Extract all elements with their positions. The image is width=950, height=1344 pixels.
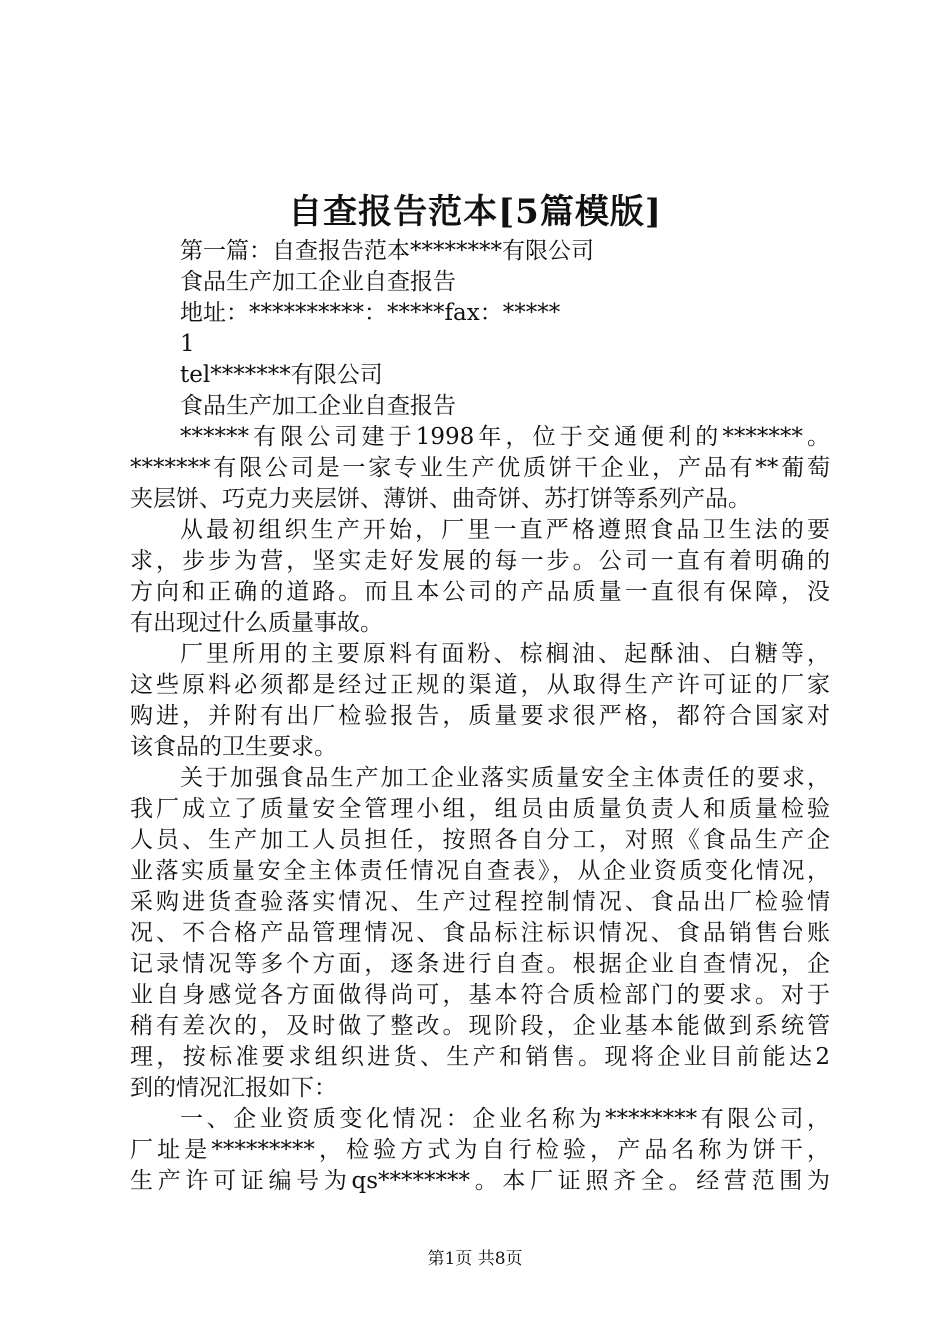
text-line: 一、企业资质变化情况：企业名称为********有限公司，	[180, 1106, 830, 1132]
text-line: 况、不合格产品管理情况、食品标注标识情况、食品销售台账	[130, 920, 830, 946]
document-title: 自查报告范本[5篇模版]	[288, 192, 662, 232]
text-line: 购进，并附有出厂检验报告，质量要求很严格，都符合国家对	[130, 703, 830, 729]
text-line: 到的情况汇报如下：	[130, 1075, 337, 1101]
text-line: 生产许可证编号为qs********。本厂证照齐全。经营范围为	[130, 1168, 830, 1194]
text-line: 有出现过什么质量事故。	[130, 610, 383, 636]
text-line: 该食品的卫生要求。	[130, 734, 337, 760]
text-line: tel*******有限公司	[180, 362, 383, 388]
text-line: *******有限公司是一家专业生产优质饼干企业，产品有**葡萄	[130, 455, 830, 481]
text-line: 我厂成立了质量安全管理小组，组员由质量负责人和质量检验	[130, 796, 830, 822]
text-line: 人员、生产加工人员担任，按照各自分工，对照《食品生产企	[130, 827, 830, 853]
text-line: 稍有差次的，及时做了整改。现阶段，企业基本能做到系统管	[130, 1013, 830, 1039]
page-footer: 第1页 共8页	[427, 1249, 523, 1269]
text-line: 厂址是*********，检验方式为自行检验，产品名称为饼干，	[130, 1137, 830, 1163]
text-line: 食品生产加工企业自查报告	[180, 269, 456, 295]
text-line: 采购进货查验落实情况、生产过程控制情况、食品出厂检验情	[130, 889, 830, 915]
text-line: 地址：**********：*****fax：*****	[180, 300, 561, 326]
text-line: 求，步步为营，坚实走好发展的每一步。公司一直有着明确的	[130, 548, 830, 574]
text-line: 业自身感觉各方面做得尚可，基本符合质检部门的要求。对于	[130, 982, 830, 1008]
text-line: 厂里所用的主要原料有面粉、棕榈油、起酥油、白糖等，	[180, 641, 830, 667]
text-line: 夹层饼、巧克力夹层饼、薄饼、曲奇饼、苏打饼等系列产品。	[130, 486, 751, 512]
text-line: 记录情况等多个方面，逐条进行自查。根据企业自查情况，企	[130, 951, 830, 977]
text-line: ******有限公司建于1998年，位于交通便利的*******。	[180, 424, 830, 450]
text-line: 方向和正确的道路。而且本公司的产品质量一直很有保障，没	[130, 579, 830, 605]
text-line: 食品生产加工企业自查报告	[180, 393, 456, 419]
text-line: 这些原料必须都是经过正规的渠道，从取得生产许可证的厂家	[130, 672, 830, 698]
text-line: 第一篇：自查报告范本********有限公司	[180, 238, 594, 264]
text-line: 关于加强食品生产加工企业落实质量安全主体责任的要求，	[180, 765, 830, 791]
text-line: 1	[180, 331, 195, 357]
text-line: 理，按标准要求组织进货、生产和销售。现将企业目前能达2	[130, 1044, 830, 1070]
text-line: 业落实质量安全主体责任情况自查表》，从企业资质变化情况，	[130, 858, 830, 884]
text-line: 从最初组织生产开始，厂里一直严格遵照食品卫生法的要	[180, 517, 830, 543]
